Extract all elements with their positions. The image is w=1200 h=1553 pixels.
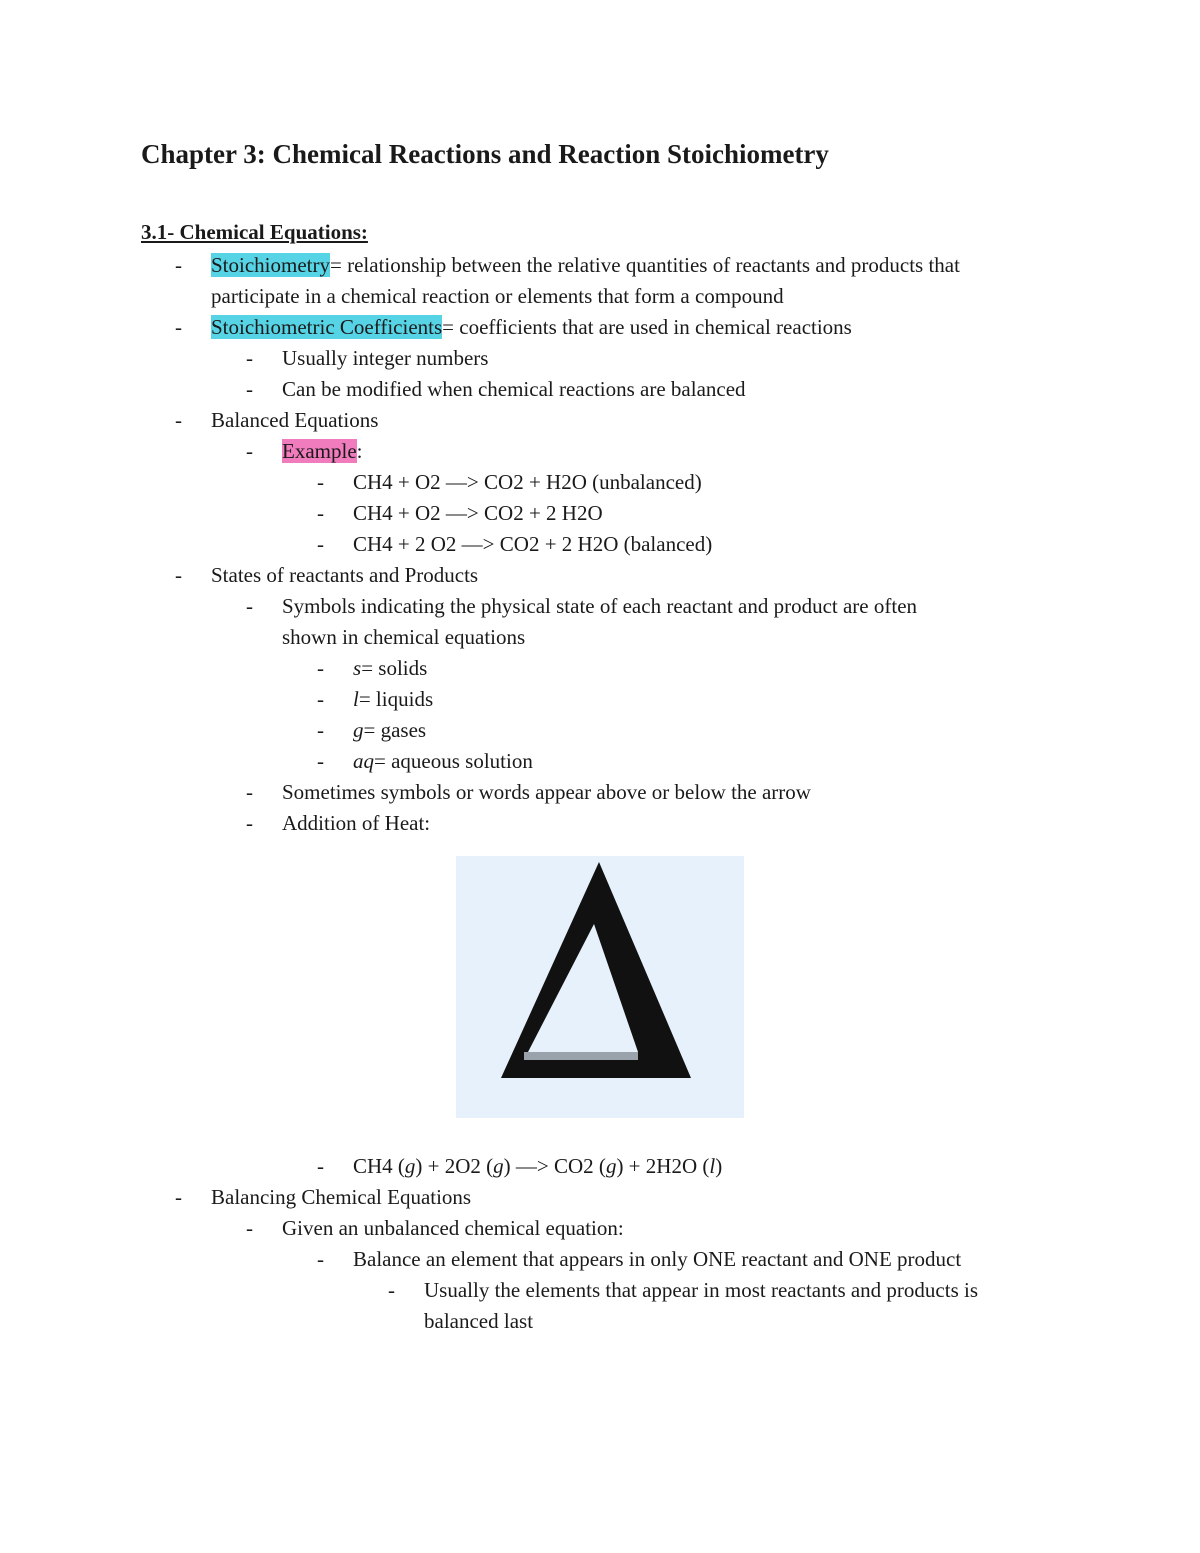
bullet-dash: -	[317, 656, 324, 680]
highlighted-term: Stoichiometric Coefficients	[211, 315, 443, 339]
list-item: Can be modified when chemical reactions are balanced	[282, 377, 746, 401]
list-item-continuation: shown in chemical equations	[282, 625, 526, 649]
list-item: Symbols indicating the physical state of each reactant and product are often	[282, 594, 918, 618]
state-definition: = liquids	[358, 687, 434, 711]
highlighted-term: Example	[282, 439, 357, 463]
bullet-dash: -	[246, 377, 253, 401]
state-symbol: g	[353, 718, 364, 742]
bullet-dash: -	[317, 687, 324, 711]
state-definition: = solids	[361, 656, 428, 680]
colon-text: :	[356, 439, 363, 463]
list-item: Balanced Equations	[211, 408, 379, 432]
equation-text: CH4 + 2 O2 —> CO2 + 2 H2O (balanced)	[353, 532, 713, 556]
bullet-dash: -	[317, 718, 324, 742]
bullet-dash: -	[246, 1216, 253, 1240]
bullet-dash: -	[175, 253, 182, 277]
list-item: Usually integer numbers	[282, 346, 489, 370]
bullet-dash: -	[175, 315, 182, 339]
bullet-dash: -	[317, 1247, 324, 1271]
equation-part: CH4 (	[353, 1154, 405, 1178]
bullet-dash: -	[317, 532, 324, 556]
list-item: Sometimes symbols or words appear above or below the arrow	[282, 780, 811, 804]
state-symbol: s	[353, 656, 362, 680]
bullet-dash: -	[246, 594, 253, 618]
bullet-dash: -	[317, 749, 324, 773]
list-item: Usually the elements that appear in most reactants and products is	[424, 1278, 979, 1302]
state-symbol: l	[353, 687, 359, 711]
definition-text: = coefficients that are used in chemical reactions	[442, 315, 852, 339]
list-item: States of reactants and Products	[211, 563, 479, 587]
state-symbol: g	[404, 1154, 416, 1178]
state-symbol: aq	[353, 749, 374, 773]
state-item	[353, 684, 433, 715]
list-item: Addition of Heat:	[282, 811, 431, 835]
section-heading: 3.1- Chemical Equations:	[141, 220, 368, 244]
highlighted-term: Stoichiometry	[211, 253, 330, 277]
state-definition: = gases	[363, 718, 427, 742]
list-item-continuation: balanced last	[424, 1309, 534, 1333]
bullet-dash: -	[246, 780, 253, 804]
equation-part: ) + 2H2O (	[616, 1154, 710, 1178]
state-symbol: l	[709, 1154, 716, 1178]
bullet-dash: -	[317, 1154, 324, 1178]
state-item	[353, 653, 427, 684]
definition-continuation: participate in a chemical reaction or elements that form a compound	[211, 284, 784, 308]
bullet-dash: -	[175, 563, 182, 587]
bullet-dash: -	[246, 439, 253, 463]
bullet-dash: -	[317, 501, 324, 525]
list-item	[211, 250, 960, 281]
equation-part: ) + 2O2 (	[415, 1154, 494, 1178]
delta-icon	[456, 856, 744, 1118]
delta-symbol-image	[456, 856, 744, 1118]
equation-text: CH4 + O2 —> CO2 + 2 H2O	[353, 501, 603, 525]
state-symbol: g	[605, 1154, 617, 1178]
equation-part: )	[715, 1154, 723, 1178]
list-item: Balancing Chemical Equations	[211, 1185, 472, 1209]
equation-part: ) —> CO2 (	[503, 1154, 606, 1178]
bullet-dash: -	[175, 1185, 182, 1209]
equation-text: CH4 + O2 —> CO2 + H2O (unbalanced)	[353, 470, 702, 494]
equation-text	[353, 1151, 722, 1182]
state-symbol: g	[493, 1154, 504, 1178]
state-item	[353, 746, 533, 777]
definition-text: = relationship between the relative quantities of reactants and products that	[330, 253, 960, 277]
bullet-dash: -	[317, 470, 324, 494]
bullet-dash: -	[388, 1278, 395, 1302]
state-item	[353, 715, 426, 746]
list-item	[211, 312, 852, 343]
list-item: Balance an element that appears in only ONE reactant and ONE product	[353, 1247, 962, 1271]
chapter-title: Chapter 3: Chemical Reactions and Reaction Stoichiometry	[141, 139, 829, 169]
bullet-dash: -	[246, 811, 253, 835]
list-item	[282, 436, 362, 467]
bullet-dash: -	[175, 408, 182, 432]
state-definition: = aqueous solution	[374, 749, 533, 773]
list-item: Given an unbalanced chemical equation:	[282, 1216, 624, 1240]
bullet-dash: -	[246, 346, 253, 370]
